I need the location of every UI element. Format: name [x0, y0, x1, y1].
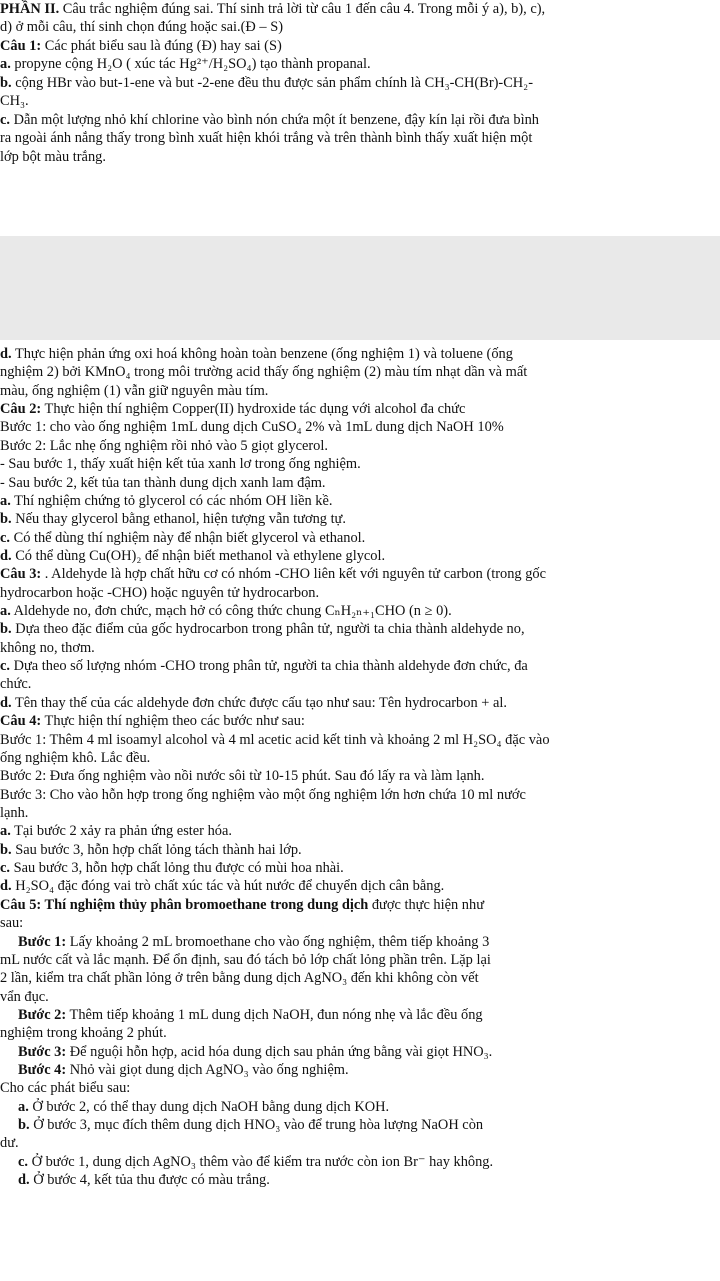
text-line [0, 1153, 720, 1171]
text-line [0, 602, 716, 620]
line-text: không no, thơm. [0, 640, 95, 656]
text-line [0, 547, 716, 565]
line-text: cộng HBr vào but-1-ene và but -2-ene đều thu được sản phẩm chính là CH₃-CH(Br)-CH₂- [11, 75, 533, 91]
line-label: b. [0, 511, 12, 527]
text-line [0, 363, 716, 381]
line-text: dư. [0, 1135, 19, 1151]
text-line [0, 1043, 720, 1061]
line-label: Câu 5: Thí nghiệm thủy phân bromoethane trong dung dịch [0, 897, 369, 913]
text-line [0, 74, 716, 92]
line-text: vẩn đục. [0, 989, 49, 1005]
line-text: Bước 1: cho vào ống nghiệm 1mL dung dịch CuSO₄ 2% và 1mL dung dịch NaOH 10% [0, 419, 504, 435]
text-line [0, 455, 716, 473]
line-label: Câu 3: [0, 566, 42, 582]
line-text: - Sau bước 1, thấy xuất hiện kết tủa xanh lơ trong ống nghiệm. [0, 456, 361, 472]
line-text: ra ngoài ánh nắng thấy trong bình xuất hiện khói trắng và trên thành bình thấy xuất hiện một [0, 130, 533, 146]
line-text: Các phát biểu sau là đúng (Đ) hay sai (S) [41, 38, 282, 54]
line-label: a. [0, 493, 11, 509]
text-line [0, 657, 716, 675]
line-text: mL nước cất và lắc mạnh. Để ổn định, sau đó tách bỏ lớp chất lỏng phần trên. Lặp lại [0, 952, 491, 968]
text-line [0, 841, 716, 859]
text-line [0, 18, 716, 36]
line-text: Có thể dùng thí nghiệm này để nhận biết glycerol và ethanol. [10, 530, 366, 546]
line-text: Sau bước 3, hỗn hợp chất lỏng tách thành hai lớp. [11, 842, 302, 858]
line-text: lớp bột màu trắng. [0, 149, 106, 165]
line-label: Câu 1: [0, 38, 42, 54]
line-text: màu, ống nghiệm (1) vẫn giữ nguyên màu tím. [0, 383, 269, 399]
text-line [0, 129, 716, 147]
text-line [0, 1006, 720, 1024]
line-text: Tại bước 2 xảy ra phản ứng ester hóa. [10, 823, 232, 839]
line-text: Ở bước 2, có thể thay dung dịch NaOH bằng dung dịch KOH. [28, 1099, 390, 1115]
text-line [0, 1116, 720, 1134]
text-line [0, 804, 716, 822]
line-text: chức. [0, 676, 32, 692]
text-line [0, 584, 716, 602]
line-label: Bước 1: [18, 934, 67, 950]
text-line [0, 0, 716, 18]
line-label: d. [0, 346, 12, 362]
line-label: a. [0, 823, 11, 839]
line-text: Thí nghiệm chứng tỏ glycerol có các nhóm OH liền kề. [10, 493, 333, 509]
text-line [0, 1134, 716, 1152]
text-line [0, 510, 716, 528]
text-line [0, 859, 716, 877]
line-label: d. [0, 695, 12, 711]
text-line [0, 786, 716, 804]
line-text: sau: [0, 915, 24, 931]
text-line [0, 877, 716, 895]
line-text: Nhỏ vài giọt dung dịch AgNO₃ vào ống nghiệm. [66, 1062, 349, 1078]
text-line [0, 37, 716, 55]
line-label: a. [18, 1099, 29, 1115]
line-text: CH₃. [0, 93, 29, 109]
line-label: c. [18, 1154, 28, 1170]
line-text: hydrocarbon hoặc -CHO) hoặc nguyên tử hydrocarbon. [0, 585, 320, 601]
text-line [0, 988, 716, 1006]
line-text: lạnh. [0, 805, 29, 821]
text-line [0, 822, 716, 840]
text-line [0, 933, 720, 951]
line-label: Câu 2: [0, 401, 42, 417]
text-line [0, 1171, 720, 1189]
line-text: Ở bước 3, mục đích thêm dung dịch HNO₃ vào để trung hòa lượng NaOH còn [29, 1117, 484, 1133]
text-line [0, 731, 716, 749]
line-text: Tên thay thế của các aldehyde đơn chức được cấu tạo như sau: Tên hydrocarbon + al. [11, 695, 507, 711]
text-line [0, 914, 716, 932]
line-text: Dựa theo số lượng nhóm -CHO trong phân tử, người ta chia thành aldehyde đơn chức, đa [10, 658, 528, 674]
text-line [0, 148, 716, 166]
line-label: c. [0, 860, 10, 876]
line-text: Thêm tiếp khoảng 1 mL dung dịch NaOH, đun nóng nhẹ và lắc đều ống [66, 1007, 483, 1023]
line-text: nghiệm 2) bởi KMnO₄ trong môi trường acid thấy ống nghiệm (2) màu tím nhạt dần và mất [0, 364, 528, 380]
line-label: Bước 3: [18, 1044, 67, 1060]
text-line [0, 896, 716, 914]
line-text: Thực hiện thí nghiệm theo các bước như sau: [41, 713, 305, 729]
line-text: Có thể dùng Cu(OH)₂ để nhận biết methanol và ethylene glycol. [11, 548, 386, 564]
text-line [0, 1079, 716, 1097]
text-line [0, 749, 716, 767]
line-text: ống nghiệm khô. Lắc đều. [0, 750, 151, 766]
text-line [0, 565, 716, 583]
line-text: Bước 2: Đưa ống nghiệm vào nồi nước sôi từ 10-15 phút. Sau đó lấy ra và làm lạnh. [0, 768, 485, 784]
line-label: b. [0, 842, 12, 858]
line-label: c. [0, 658, 10, 674]
text-line [0, 492, 716, 510]
line-text: Thực hiện phản ứng oxi hoá không hoàn toàn benzene (ống nghiệm 1) và toluene (ống [11, 346, 513, 362]
line-text: Dựa theo đặc điểm của gốc hydrocarbon trong phân tử, người ta chia thành aldehyde no, [11, 621, 525, 637]
line-text: Để nguội hỗn hợp, acid hóa dung dịch sau phản ứng bằng vài giọt HNO₃. [66, 1044, 493, 1060]
text-line [0, 694, 716, 712]
text-line [0, 437, 716, 455]
line-label: d. [18, 1172, 30, 1188]
text-line [0, 55, 716, 73]
line-text: Bước 2: Lắc nhẹ ống nghiệm rồi nhỏ vào 5 giọt glycerol. [0, 438, 328, 454]
line-label: b. [0, 621, 12, 637]
line-text: được thực hiện như [368, 897, 484, 913]
text-line [0, 400, 716, 418]
line-text: . Aldehyde là hợp chất hữu cơ có nhóm -CHO liên kết với nguyên tử carbon (trong gốc [41, 566, 546, 582]
line-text: Bước 3: Cho vào hỗn hợp trong ống nghiệm vào một ống nghiệm lớn hơn chứa 10 ml nước [0, 787, 526, 803]
text-line [0, 1061, 720, 1079]
text-line [0, 1098, 720, 1116]
text-line [0, 712, 716, 730]
line-text: - Sau bước 2, kết tủa tan thành dung dịch xanh lam đậm. [0, 475, 326, 491]
line-text: Ở bước 1, dung dịch AgNO₃ thêm vào để kiểm tra nước còn ion Br⁻ hay không. [28, 1154, 494, 1170]
line-text: H₂SO₄ đặc đóng vai trò chất xúc tác và hút nước để chuyển dịch cân bằng. [11, 878, 445, 894]
line-text: nghiệm trong khoảng 2 phút. [0, 1025, 167, 1041]
text-line [0, 474, 716, 492]
text-line [0, 969, 716, 987]
text-line [0, 1024, 716, 1042]
line-label: d. [0, 878, 12, 894]
line-text: propyne cộng H₂O ( xúc tác Hg²⁺/H₂SO₄) tạo thành propanal. [10, 56, 371, 72]
line-text: Bước 1: Thêm 4 ml isoamyl alcohol và 4 ml acetic acid kết tinh và khoảng 2 ml H₂SO₄ đặc vào [0, 732, 550, 748]
text-line [0, 620, 716, 638]
line-text: Lấy khoảng 2 mL bromoethane cho vào ống nghiệm, thêm tiếp khoảng 3 [66, 934, 490, 950]
line-text: Nếu thay glycerol bằng ethanol, hiện tượng vẫn tương tự. [11, 511, 346, 527]
line-label: b. [0, 75, 12, 91]
line-text: Cho các phát biểu sau: [0, 1080, 131, 1096]
line-text: d) ở mỗi câu, thí sinh chọn đúng hoặc sai.(Đ – S) [0, 19, 283, 35]
line-label: a. [0, 56, 11, 72]
line-text: Thực hiện thí nghiệm Copper(II) hydroxide tác dụng với alcohol đa chức [41, 401, 466, 417]
line-label: Bước 2: [18, 1007, 67, 1023]
text-line [0, 639, 716, 657]
line-text: Aldehyde no, đơn chức, mạch hở có công thức chung CₙH₂ₙ₊₁CHO (n ≥ 0). [10, 603, 452, 619]
line-text: 2 lần, kiểm tra chất phần lỏng ở trên bằng dung dịch AgNO₃ đến khi không còn vết [0, 970, 479, 986]
line-label: Bước 4: [18, 1062, 67, 1078]
page-gap [0, 236, 720, 340]
line-label: d. [0, 548, 12, 564]
text-line [0, 382, 716, 400]
text-line [0, 418, 716, 436]
line-text: Ở bước 4, kết tủa thu được có màu trắng. [29, 1172, 270, 1188]
text-line [0, 529, 716, 547]
line-label: Câu 4: [0, 713, 42, 729]
text-line [0, 345, 716, 363]
line-label: a. [0, 603, 11, 619]
text-line [0, 675, 716, 693]
line-label: c. [0, 112, 10, 128]
line-label: c. [0, 530, 10, 546]
text-line [0, 951, 716, 969]
text-line [0, 92, 716, 110]
text-line [0, 767, 716, 785]
line-text: Dẫn một lượng nhỏ khí chlorine vào bình nón chứa một ít benzene, đậy kín lại rồi đưa bình [10, 112, 539, 128]
line-text: Sau bước 3, hỗn hợp chất lỏng thu được có mùi hoa nhài. [10, 860, 344, 876]
line-text: Câu trắc nghiệm đúng sai. Thí sinh trả lời từ câu 1 đến câu 4. Trong mỗi ý a), b), c), [59, 1, 546, 17]
line-label: b. [18, 1117, 30, 1133]
line-label: PHẦN II. [0, 1, 60, 17]
text-line [0, 111, 716, 129]
